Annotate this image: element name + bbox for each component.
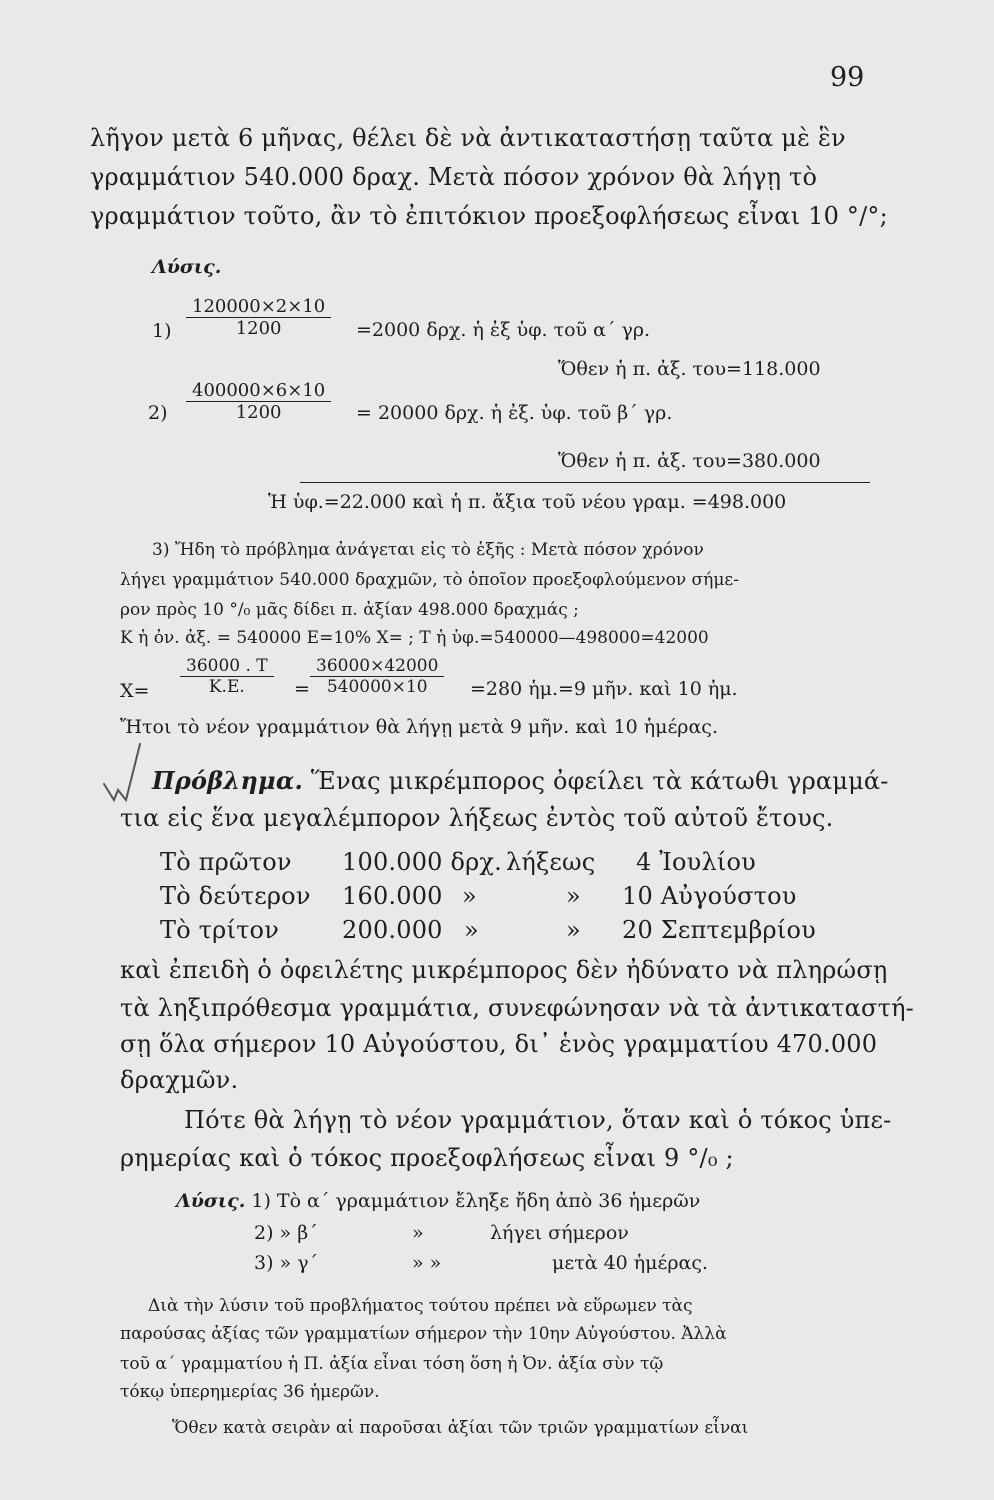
bill-3-date: 20 Σεπτεμβρίου xyxy=(622,916,816,944)
solution2-row-3-text: μετὰ 40 ἡμέρας. xyxy=(552,1252,709,1274)
bill-1-name: Τὸ πρῶτον xyxy=(160,848,292,876)
problem-first-line: Ἕνας μικρέμπορος ὀφείλει τὰ κάτωθι γραμμά- xyxy=(310,767,889,795)
step2-index: 2) xyxy=(148,402,168,424)
bill-2-ditto-1: » xyxy=(462,882,477,910)
bill-3-ditto-1: » xyxy=(464,916,479,944)
sum-rule xyxy=(300,482,870,483)
bill-2-name: Τὸ δεύτερον xyxy=(160,882,311,910)
formula-fraction-2 xyxy=(310,656,444,697)
page-number: 99 xyxy=(830,62,865,93)
formula-equals: = xyxy=(294,678,310,700)
step1-fraction xyxy=(186,296,331,339)
bill-3-ditto-2: » xyxy=(566,916,581,944)
pencil-check-mark xyxy=(100,740,146,802)
step3-line-3: ρον πρὸς 10 °/₀ μᾶς δίδει π. ἀξίαν 498.000 δραχμάς ; xyxy=(120,600,579,620)
bill-2-date: 10 Αὐγούστου xyxy=(622,882,797,910)
problem-question-1: Πότε θὰ λήγῃ τὸ νέον γραμμάτιον, ὅταν καὶ ὁ τόκος ὑπε- xyxy=(184,1106,892,1134)
bill-1-amount: 100.000 δρχ. xyxy=(342,848,503,876)
total-line: Ἡ ὑφ.=22.000 καὶ ἡ π. ἄξια τοῦ νέου γραμ. =498.000 xyxy=(268,491,787,513)
intro-line-3: γραμμάτιον τοῦτο, ἂν τὸ ἐπιτόκιον προεξοφλήσεως εἶναι 10 °/°; xyxy=(90,202,888,230)
problem-question-2: ρημερίας καὶ ὁ τόκος προεξοφλήσεως εἶναι 9 °/₀ ; xyxy=(120,1144,734,1172)
bill-1-word: λήξεως xyxy=(506,848,596,876)
solution-label: Λύσις. xyxy=(152,256,222,278)
solution2-row-2-index: 2) » β΄ xyxy=(254,1222,318,1244)
step1-result: =2000 δρχ. ἡ ἐξ ὑφ. τοῦ α΄ γρ. xyxy=(356,319,651,341)
step3-line-2: λήγει γραμμάτιον 540.000 δραχμῶν, τὸ ὁποῖον προεξοφλούμενον σήμε- xyxy=(120,570,739,590)
problem-body-2: τὰ ληξιπρόθεσμα γραμμάτια, συνεφώνησαν νὰ τὰ ἀντικαταστή- xyxy=(120,994,914,1022)
solution2-row-3-ditto: » » xyxy=(412,1252,442,1274)
problem-body-3: σῃ ὅλα σήμερον 10 Αὐγούστου, δι᾿ ἑνὸς γραμματίου 470.000 xyxy=(120,1030,878,1058)
step2-follow: Ὅθεν ἡ π. ἀξ. του=380.000 xyxy=(558,450,821,472)
step3-line-1: 3) Ἤδη τὸ πρόβλημα ἀνάγεται εἰς τὸ ἑξῆς : Μετὰ πόσον χρόνον xyxy=(152,540,704,560)
problem-line-1 xyxy=(152,766,889,795)
step1-denominator: 1200 xyxy=(186,317,331,339)
step2-numerator: 400000×6×10 xyxy=(192,380,326,401)
solution2-row-1-text: 1) Τὸ α΄ γραμμάτιον ἔληξε ἤδη ἀπὸ 36 ἡμερῶν xyxy=(251,1190,701,1212)
problem-body-4: δραχμῶν. xyxy=(120,1066,239,1094)
step2-fraction xyxy=(186,380,331,423)
closing-line-2: παρούσας ἀξίας τῶν γραμματίων σήμερον τὴν 10ην Αὐγούστου. Ἀλλὰ xyxy=(120,1324,727,1344)
solution2-row-2-text: λήγει σήμερον xyxy=(490,1222,629,1244)
bill-2-amount: 160.000 xyxy=(342,882,443,910)
step2-denominator: 1200 xyxy=(186,401,331,423)
step3-line-4: Κ ἡ ὀν. ἀξ. = 540000 Ε=10% Χ= ; Τ ἡ ὑφ.=540000—498000=42000 xyxy=(120,628,709,648)
formula-lhs: X= xyxy=(120,680,150,702)
formula-num-1: 36000 . Τ xyxy=(186,656,268,676)
solution2-row-1 xyxy=(176,1190,700,1212)
formula-tail: =280 ἡμ.=9 μῆν. καὶ 10 ἡμ. xyxy=(470,678,738,700)
bill-3-name: Τὸ τρίτον xyxy=(160,916,279,944)
intro-line-1: λῆγον μετὰ 6 μῆνας, θέλει δὲ νὰ ἀντικαταστήσῃ ταῦτα μὲ ἓν xyxy=(90,124,846,152)
closing-line-1: Διὰ τὴν λύσιν τοῦ προβλήματος τούτου πρέπει νὰ εὕρωμεν τὰς xyxy=(148,1296,693,1316)
step1-index: 1) xyxy=(152,320,172,342)
conclusion-line: Ἤτοι τὸ νέον γραμμάτιον θὰ λήγῃ μετὰ 9 μῆν. καὶ 10 ἡμέρας. xyxy=(120,716,718,738)
step1-follow: Ὅθεν ἡ π. ἀξ. του=118.000 xyxy=(558,358,821,380)
bill-1-date: 4 Ἰουλίου xyxy=(636,848,756,876)
problem-body-1: καὶ ἐπειδὴ ὁ ὀφειλέτης μικρέμπορος δὲν ἠδύνατο νὰ πληρώσῃ xyxy=(120,956,888,984)
bill-2-ditto-2: » xyxy=(566,882,581,910)
solution2-label: Λύσις. xyxy=(176,1190,246,1212)
closing-line-5: Ὅθεν κατὰ σειρὰν αἱ παροῦσαι ἀξίαι τῶν τριῶν γραμματίων εἶναι xyxy=(172,1418,749,1438)
formula-fraction-1 xyxy=(180,656,274,697)
closing-line-3: τοῦ α΄ γραμματίου ἡ Π. ἀξία εἶναι τόση ὅση ἡ Ὀν. ἀξία σὺν τῷ xyxy=(120,1354,664,1374)
step1-numerator: 120000×2×10 xyxy=(192,296,326,317)
intro-line-2: γραμμάτιον 540.000 δραχ. Μετὰ πόσον χρόνον θὰ λήγῃ τὸ xyxy=(90,163,818,191)
closing-line-4: τόκῳ ὑπερημερίας 36 ἡμερῶν. xyxy=(120,1382,380,1402)
problem-label: Πρόβλημα. xyxy=(152,766,304,795)
formula-den-1: Κ.Ε. xyxy=(180,676,274,697)
bill-3-amount: 200.000 xyxy=(342,916,443,944)
formula-den-2: 540000×10 xyxy=(310,676,444,697)
solution2-row-2-ditto: » xyxy=(412,1222,424,1244)
formula-num-2: 36000×42000 xyxy=(316,656,439,676)
step2-result: = 20000 δρχ. ἡ ἐξ. ὑφ. τοῦ β΄ γρ. xyxy=(356,402,673,424)
solution2-row-3-index: 3) » γ΄ xyxy=(254,1252,319,1274)
problem-line-2: τια εἰς ἕνα μεγαλέμπορον λήξεως ἐντὸς τοῦ αὐτοῦ ἔτους. xyxy=(120,804,834,832)
